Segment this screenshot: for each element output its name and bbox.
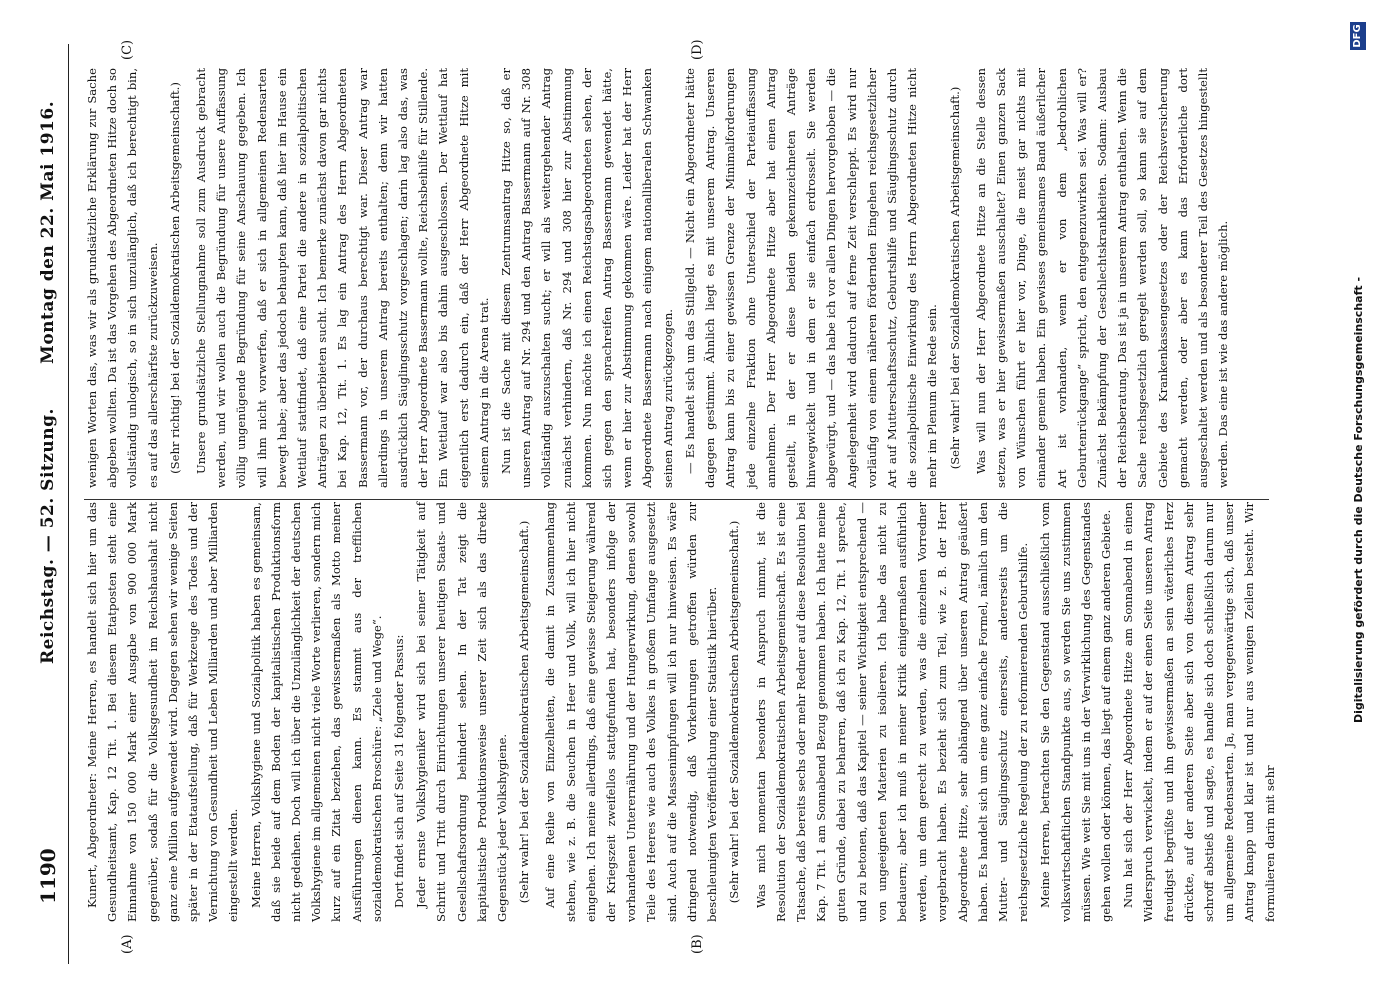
page-header [28,44,69,964]
page-number: 1190 [36,848,60,904]
paragraph: Meine Herren, betrachten Sie den Gegenstand ausschließlich vom volkswirtschaftlichen Standpunkte aus, so werden Sie uns zustimmen müssen. Wie weit Sie mit uns in der Verwirklichung des Gegenstandes gehen wollen oder können, das liegt auf einem ganz anderen Gebiete. [1038,502,1113,922]
margin-letter-c: (C) [120,39,135,60]
paragraph: Was mich momentan besonders in Anspruch nimmt, ist die Resolution der Sozialdemokratischen Arbeitsgemeinschaft. Es ist eine Tatsache, daß bereits sechs oder mehr Redner auf diese Resolution bei Kap. 7 Tit. 1 am Sonnabend Bezug genommen haben. Ich hatte meine guten Gründe, dabei zu beharren, daß ich zu Kap. 12, Tit. 1 spreche, und zu betonen, daß das Kapitel — seiner Wichtigkeit entsprechend — von ungeeigneten Materien zu isolieren. Ich habe das nicht zu bedauern; aber ich muß in meiner Kritik einigermaßen ausführlich werden, um dem gerecht zu werden, was die einzelnen Vorredner vorgebracht haben. Es bezieht sich zum Teil, wie z. B. der Herr Abgeordnete Hitze, sehr abhängend über unseren Antrag geäußert haben. Es handelt sich um eine ganz einfache Formel, nämlich um den Mutter- und Säuglingsschutz einerseits, andererseits um die reichsgesetzliche Regelung der zu reformierenden Geburtshilfe. [753,502,1031,922]
session-title: Reichstag. — 52. Sitzung. [38,408,58,664]
paragraph: Nun ist die Sache mit diesem Zentrumsantrag Hitze so, daß er unseren Antrag auf Nr. 294 und den Antrag Bassermann auf Nr. 308 vollständig auszuschalten sucht; er will als weitergehender Antrag zunächst verhindern, daß Nr. 294 und 308 hier zur Abstimmung kommen. Nun möchte ich einen Reichstagsabgeordneten sehen, der sich gegen den sprachreifen Antrag Bassermann gewendet hätte, wenn er hier zur Abstimmung gekommen wäre. Leider hat der Herr Abgeordnete Bassermann nach einigem nationalliberalen Schwanken seinen Antrag zurückgezogen. [499,68,675,488]
paragraph: Unsere grundsätzliche Stellungnahme soll zum Ausdruck gebracht werden, und wir wollen auch die Begründung für unsere Auffassung völlig ungenügende Begründung für seine Anschauung gegeben. Ich will ihm nicht vorwerfen, daß er sich in allgemeinen Redensarten bewegt habe; aber das jedoch behaupten kann, daß hier im Hause ein Wettlauf stattfindet, daß eine Partei die andere in sozialpolitischen Anträgen zu überbieten sucht. Ich bemerke zunächst davon gar nichts bei Kap. 12, Tit. 1. Es lag ein Antrag des Herrn Abgeordneten Bassermann vor, der durchaus berechtigt war. Dieser Antrag war allerdings in unserem Antrag bereits enthalten; denn wir hatten ausdrücklich Säuglingsschutz vorgeschlagen; darin lag also das, was der Herr Abgeordnete Bassermann wollte, Reichsbeihilfe für Stillende. Ein Wettlauf war also bis dahin ausgeschlossen. Der Wettlauf hat eigentlich erst dadurch ein, daß der Herr Abgeordnete Hitze mit seinem Antrag in die Arena trat. [194,68,491,488]
session-date: Montag den 22. Mai 1916. [38,100,58,364]
dfg-logo: DFG [1350,22,1366,50]
right-column [82,68,1272,488]
interjection: (Sehr richtig! bei der Sozialdemokratischen Arbeitsgemeinschaft.) [167,82,182,474]
margin-letter-b: (B) [690,934,705,954]
interjection: (Sehr wahr! bei der Sozialdemokratischen Arbeitsgemeinschaft.) [517,520,532,904]
quote-paragraph: Jeder ernste Volkshygieniker wird sich bei seiner Tätigkeit auf Schritt und Tritt durch Einrichtungen unserer heutigen Staats- und Gesellschaftsordnung behindert sehen. In der Tat zeigt die kapitalistische Produktionsweise unserer Zeit sich als das direkte Gegenstück jeder Volkshygiene. [414,502,510,922]
interjection: (Sehr wahr! bei der Sozialdemokratischen Arbeitsgemeinschaft.) [947,86,962,470]
paragraph: Was will nun der Herr Abgeordnete Hitze an die Stelle dessen setzen, was er hier gewissermaßen ausschaltet? Einen ganzen Sack von Wünschen führt er hier vor, Dinge, die meist gar nichts mit einander gemein haben. Ein gewisses gemeinsames Band äußerlicher Art ist vorhanden, wenn er von dem „bedrohlichen Geburtenrückgange“ spricht, den entgegenzuwirken sei. Was will er? Zunächst Bekämpfung der Geschlechtskrankheiten. Sodann: Ausbau der Reichsberatung. Das ist ja in unserem Antrag enthalten. Wenn die Sache reichsgesetzlich geregelt werden soll, so kann sie auf dem Gebiete des Krankenkassengesetzes oder der Reichsversicherung gemacht werden, oder aber es kann das Erforderliche dort ausgeschaltet werden und als besonderer Teil des Gesetzes hingestellt werden. Das eine ist wie das andere möglich. [973,68,1231,488]
column-divider [84,499,1269,500]
paragraph: Auf eine Reihe von Einzelheiten, die damit in Zusammenhang stehen, wie z. B. die Seuchen in Heer und Volk, will ich hier nicht eingehen. Ich meine allerdings, daß eine gewisse Steigerung während der Kriegszeit zweifellos stattgefunden hat, besonders infolge der vorhandenen Unterernährung und der Hungerwirkung, denen sowohl Teile des Heeres wie auch des Volkes in großem Umfange ausgesetzt sind. Auch auf die Massenimpfungen will ich nur hinweisen. Es wäre dringend notwendig, daß Vorkehrungen getroffen würden zur beschleunigten Veröffentlichung einer Statistik hierüber. [543,502,720,922]
paragraph: Meine Herren, Volkshygiene und Sozialpolitik haben es gemeinsam, daß sie beide auf dem Boden der kapitalistischen Produktionsform nicht gedeihen. Doch will ich über die Unzulänglichkeit der deutschen Volkshygiene im allgemeinen nicht viele Worte verlieren, sondern mich kurz auf ein Zitat beziehen, das gewissermaßen als Motto meiner Ausführungen dienen kann. Es stammt aus der trefflichen sozialdemokratischen Broschüre: „Ziele und Wege“. [248,502,384,922]
left-column [82,502,1277,922]
paragraph: Kunert, Abgeordneter: Meine Herren, es handelt sich hier um das Gesundheitsamt, Kap. 12 Tit. 1. Bei diesem Etatposten steht eine Einnahme von 150 000 Mark einer Ausgabe von 900 000 Mark gegenüber, sodaß für die Volksgesundheit im Reichshaushalt nicht ganz eine Million aufgewendet wird. Dagegen sehen wir wenige Seiten später in der Etataufstellung, daß für Werkzeuge des Todes und der Vernichtung von Gesundheit und Leben Milliarden und aber Milliarden eingestellt werden. [85,502,241,922]
digitization-credit: Digitalisierung gefördert durch die Deutsche Forschungsgemeinschaft - [1352,276,1365,724]
paragraph: — Es handelt sich um das Stillgeld. — Nicht ein Abgeordneter hätte dagegen gestimmt. Ähnlich liegt es mit unserem Antrag. Unseren Antrag kann bis zu einer gewissen Grenze der Minimalforderungen jede einzelne Fraktion ohne Unterschied der Parteiauffassung annehmen. Der Herr Abgeordnete Hitze aber hat einen Antrag gestellt, in der er diese beiden gekennzeichneten Anträge hinwegwickelt und in dem er sie einfach erdrosselt. Sie werden abgewürgt, und — das habe ich vor allen Dingen hervorgehoben — die Angelegenheit wird dadurch auf ferne Zeit verschleppt. Es wird nur vorläufig von einem näheren fördernden Eingehen reichsgesetzlicher Art auf Mutterschaftsschutz, Geburtshilfe und Säuglingsschutz durch die sozialpolitische Einwirkung des Herrn Abgeordneten Hitze nicht mehr im Plenum die Rede sein. [682,68,940,488]
paragraph: wenigen Worten das, was wir als grundsätzliche Erklärung zur Sache abgeben wollten. Da ist das Vorgehen des Abgeordneten Hitze doch so vollständig unlogisch, so in sich unzulänglich, daß ich berechtigt bin, es auf das allerschärfste zurückzuweisen. [85,68,160,488]
paragraph: Nun hat sich der Herr Abgeordnete Hitze am Sonnabend in einen Widerspruch verwickelt, indem er auf der einen Seite unseren Antrag freudigst begrüßte und ihn gewissermaßen an sein väterliches Herz drückte, auf der anderen Seite aber sich von diesem Antrag sehr schroff abstieß und sagte, es handle sich doch schließlich darum nur um allgemeine Redensarten. Ja, man vergegenwärtige sich, daß unser Antrag knapp und klar ist und nur aus wenigen Zeilen besteht. Wir formulieren darin mit sehr [1121,502,1277,922]
paragraph: Dort findet sich auf Seite 31 folgender Passus: [392,634,407,908]
margin-letter-d: (D) [690,39,705,60]
margin-letter-a: (A) [120,934,135,954]
interjection: (Sehr wahr! bei der Sozialdemokratischen Arbeitsgemeinschaft.) [727,520,742,904]
